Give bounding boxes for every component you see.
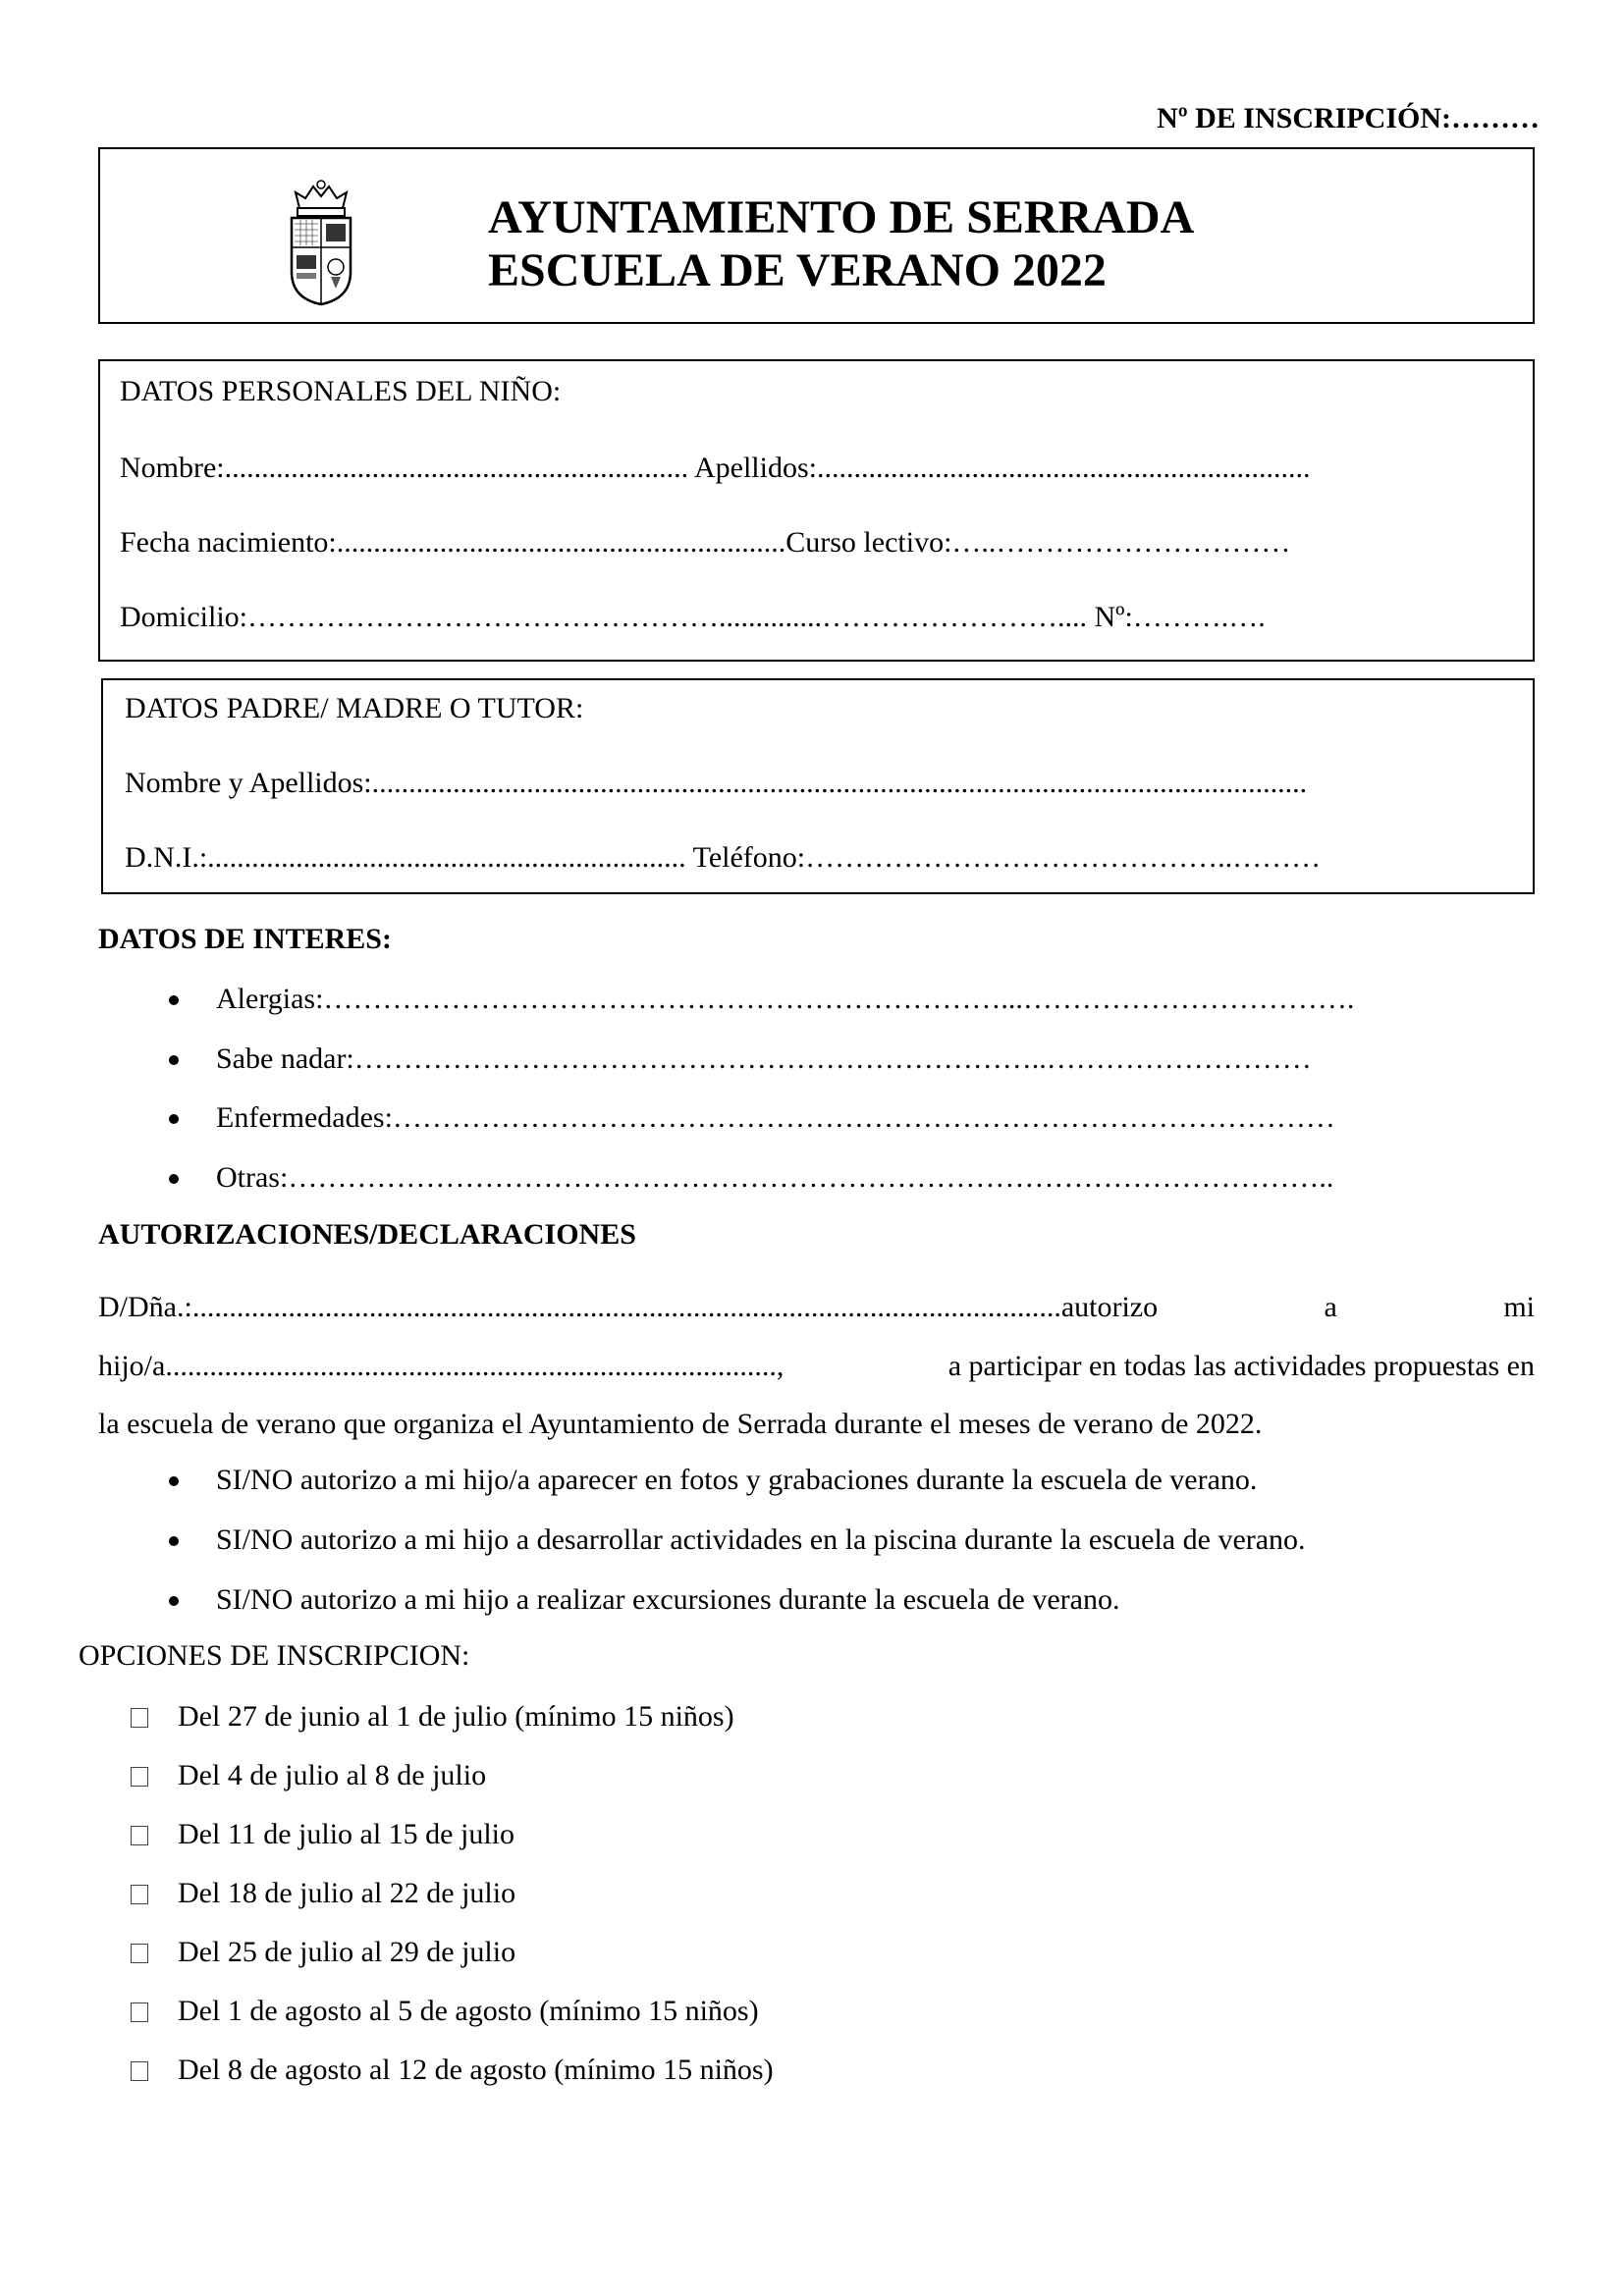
checkbox-icon[interactable] — [131, 2061, 148, 2081]
options-heading: OPCIONES DE INSCRIPCION: — [79, 1639, 470, 1672]
registration-number: Nº DE INSCRIPCIÓN:……… — [1157, 102, 1540, 134]
checkbox-icon[interactable] — [131, 1885, 148, 1904]
checkbox-icon[interactable] — [131, 2002, 148, 2022]
header-box — [98, 147, 1535, 324]
child-address-field[interactable]: Domicilio:…………………………………………..............…………………….... Nº:……….…. — [120, 601, 1266, 633]
authorization-line-3: la escuela de verano que organiza el Ayuntamiento de Serrada durante el meses de verano de 2022. — [98, 1408, 1263, 1440]
parent-dni-field[interactable]: D.N.I.:................................................................. Teléfono:……………………………………..……… — [125, 841, 1322, 874]
coat-of-arms-icon — [282, 179, 360, 306]
parent-heading: DATOS PADRE/ MADRE O TUTOR: — [125, 692, 584, 724]
bullet-icon — [169, 1536, 179, 1546]
checkbox-icon[interactable] — [131, 1767, 148, 1787]
child-heading: DATOS PERSONALES DEL NIÑO: — [120, 375, 562, 407]
interest-heading: DATOS DE INTERES: — [98, 923, 392, 955]
checkbox-icon[interactable] — [131, 1708, 148, 1728]
bullet-icon — [169, 1174, 179, 1184]
parent-data-box — [101, 678, 1535, 894]
checkbox-icon[interactable] — [131, 1826, 148, 1845]
title-line-2: ESCUELA DE VERANO 2022 — [488, 244, 1107, 296]
child-name-field[interactable]: Nombre:............................................................... Apellidos:................................................................... — [120, 452, 1311, 484]
authorization-heading: AUTORIZACIONES/DECLARACIONES — [98, 1218, 636, 1251]
bullet-icon — [169, 1476, 179, 1486]
checkbox-icon[interactable] — [131, 1944, 148, 1963]
bullet-icon — [169, 995, 179, 1005]
bullet-icon — [169, 1596, 179, 1606]
authorization-line-2[interactable]: hijo/a..................................................................................., a participar en todas las actividades propuestas en — [98, 1350, 1535, 1382]
parent-name-field[interactable]: Nombre y Apellidos:............................................................................................................................... — [125, 767, 1308, 799]
authorization-line-1[interactable]: D/Dña.:......................................................................................................................autorizo a mi — [98, 1291, 1535, 1323]
bullet-icon — [169, 1114, 179, 1124]
child-data-box — [98, 359, 1535, 662]
title-line-1: AYUNTAMIENTO DE SERRADA — [488, 191, 1195, 243]
bullet-icon — [169, 1055, 179, 1065]
child-birth-field[interactable]: Fecha nacimiento:.............................................................Curso lectivo:…..………………………… — [120, 526, 1291, 559]
